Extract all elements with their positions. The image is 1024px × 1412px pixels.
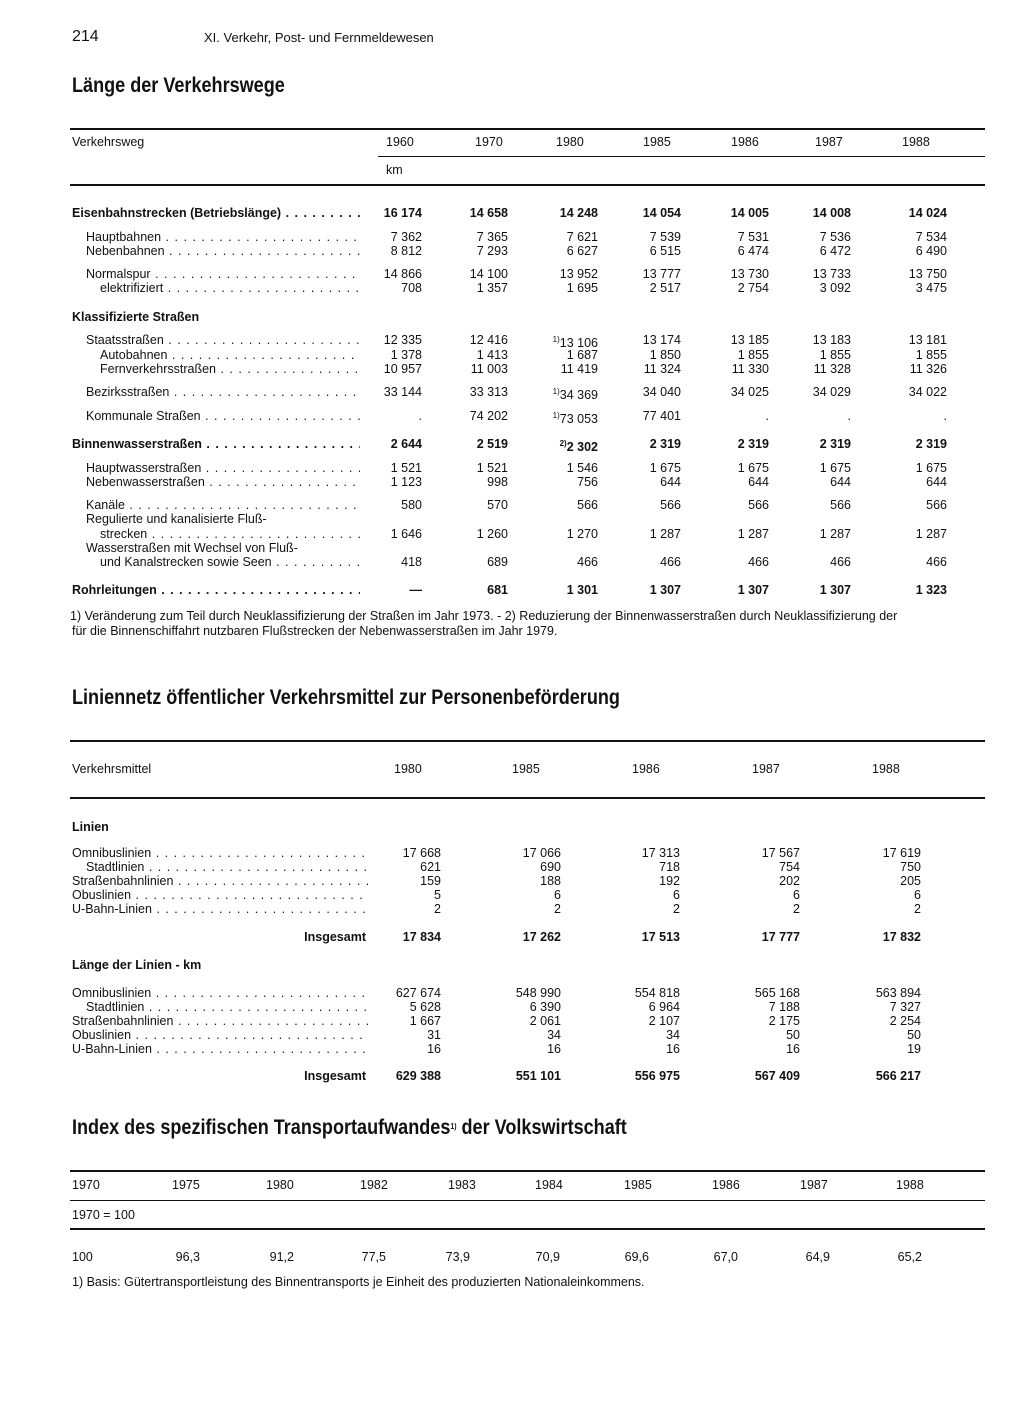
table1-cell: 13 174 bbox=[642, 333, 681, 347]
table3-value: 100 bbox=[72, 1250, 93, 1264]
table2-cell: 6 bbox=[554, 888, 561, 902]
table1-cell: 1 307 bbox=[819, 583, 851, 597]
table1-row-label: Regulierte und kanalisierte Fluß- bbox=[86, 512, 267, 526]
table2-cell: 2 bbox=[793, 902, 800, 916]
table1-cell: 6 490 bbox=[915, 244, 947, 258]
table1-row-label: Staatsstraßen . . . bbox=[86, 333, 360, 347]
table1-cell: . bbox=[765, 409, 769, 423]
table2-total-label: Insgesamt bbox=[304, 1069, 366, 1083]
table1-row-label: Rohrleitungen . . . bbox=[72, 583, 360, 597]
page-number: 214 bbox=[72, 28, 99, 45]
footnote-ref: 2) bbox=[559, 439, 567, 448]
table1-row-label: Autobahnen . . . bbox=[100, 348, 360, 362]
table2-cell: 205 bbox=[900, 874, 921, 888]
table1-cell: 7 365 bbox=[476, 230, 508, 244]
table1-cell: 1 378 bbox=[390, 348, 422, 362]
table1-cell: 34 025 bbox=[730, 385, 769, 399]
table1-year-1986: 1986 bbox=[731, 135, 759, 149]
table2-cell: 50 bbox=[907, 1028, 921, 1042]
table1-cell: 1 850 bbox=[649, 348, 681, 362]
table1-cell: 1 357 bbox=[476, 281, 508, 295]
table1-cell: 2 319 bbox=[737, 437, 769, 451]
table3-year-1984: 1984 bbox=[535, 1178, 563, 1192]
table2-cell: 5 628 bbox=[409, 1000, 441, 1014]
table3-year-1988: 1988 bbox=[896, 1178, 924, 1192]
table1-cell: 580 bbox=[401, 498, 422, 512]
table1-cell bbox=[518, 385, 598, 402]
table2-cell: 7 327 bbox=[889, 1000, 921, 1014]
table1-cell: 1 307 bbox=[737, 583, 769, 597]
table2-section-linien: Linien bbox=[72, 820, 109, 834]
table2-cell: 2 254 bbox=[889, 1014, 921, 1028]
table1-cell: 2 517 bbox=[649, 281, 681, 295]
table1-row-label: Wasserstraßen mit Wechsel von Fluß- bbox=[86, 541, 298, 555]
table1-footnote-1: 1) Veränderung zum Teil durch Neuklassifizierung der Straßen im Jahr 1973. - 2) Reduzierung der Binnenwasserstraßen durch Neuklassifizierung der bbox=[70, 609, 898, 623]
table1-cell: 14 008 bbox=[812, 206, 851, 220]
table1-cell: 644 bbox=[748, 475, 769, 489]
table1-cell: 13 733 bbox=[812, 267, 851, 281]
table1-cell: 1 675 bbox=[649, 461, 681, 475]
table2-total-cell: 567 409 bbox=[754, 1069, 800, 1083]
table1-section-label: Klassifizierte Straßen bbox=[72, 310, 200, 324]
table3-value: 65,2 bbox=[897, 1250, 922, 1264]
table1-cell: 1 687 bbox=[566, 348, 598, 362]
cell-value: 34 369 bbox=[559, 388, 598, 402]
table1-row-label: elektrifiziert . . . bbox=[100, 281, 360, 295]
table2-year-1988: 1988 bbox=[872, 762, 900, 776]
table1-cell: 13 185 bbox=[730, 333, 769, 347]
table1-year-1985: 1985 bbox=[643, 135, 671, 149]
table1-cell: 11 328 bbox=[813, 362, 851, 376]
table1-row-label: Binnenwasserstraßen . . . bbox=[72, 437, 360, 451]
table2-cell: 202 bbox=[779, 874, 800, 888]
table2-total-cell: 551 101 bbox=[515, 1069, 561, 1083]
table1-cell: 998 bbox=[487, 475, 508, 489]
table1-cell: 566 bbox=[660, 498, 681, 512]
table1-cell: 2 319 bbox=[649, 437, 681, 451]
table1-row-label: Nebenwasserstraßen . . . bbox=[86, 475, 360, 489]
table1-cell: 2 754 bbox=[737, 281, 769, 295]
cell-value: 73 053 bbox=[559, 412, 598, 426]
table1-cell: 6 472 bbox=[819, 244, 851, 258]
table1-cell: 14 100 bbox=[469, 267, 508, 281]
table2-cell: 627 674 bbox=[395, 986, 441, 1000]
table2-cell: 159 bbox=[420, 874, 441, 888]
table2-cell: 17 619 bbox=[882, 846, 921, 860]
table2-row-label: Obuslinien . . . bbox=[72, 1028, 368, 1042]
table1-cell: 1 675 bbox=[819, 461, 851, 475]
table3-value: 70,9 bbox=[535, 1250, 560, 1264]
table1-cell: 689 bbox=[487, 555, 508, 569]
table1-row-label-cont: strecken . . . bbox=[100, 527, 360, 541]
table1-row-label-cont: und Kanalstrecken sowie Seen . . . bbox=[100, 555, 360, 569]
table1-cell: 1 546 bbox=[566, 461, 598, 475]
table2-total-cell: 566 217 bbox=[875, 1069, 921, 1083]
table1-row-label: Hauptbahnen . . . bbox=[86, 230, 360, 244]
table2-cell: 7 188 bbox=[768, 1000, 800, 1014]
table1-cell: 1 521 bbox=[476, 461, 508, 475]
table1-cell: . bbox=[943, 409, 947, 423]
table1-cell: 6 474 bbox=[737, 244, 769, 258]
table1-cell: 33 313 bbox=[469, 385, 508, 399]
table1-cell: 1 260 bbox=[476, 527, 508, 541]
table2-total-label: Insgesamt bbox=[304, 930, 366, 944]
table1-column-head: Verkehrsweg bbox=[72, 135, 145, 149]
table2-year-1980: 1980 bbox=[394, 762, 422, 776]
table1-title: Länge der Verkehrswege bbox=[72, 74, 285, 97]
table3-top-rule bbox=[70, 1170, 985, 1172]
table1-cell: 1 123 bbox=[390, 475, 422, 489]
table2-cell: 754 bbox=[779, 860, 800, 874]
table1-cell: 14 024 bbox=[908, 206, 947, 220]
table2-cell: 690 bbox=[540, 860, 561, 874]
table1-cell: 1 855 bbox=[819, 348, 851, 362]
table2-total-cell: 17 832 bbox=[882, 930, 921, 944]
table2-cell: 192 bbox=[659, 874, 680, 888]
table1-cell: 1 323 bbox=[915, 583, 947, 597]
table2-cell: 6 390 bbox=[529, 1000, 561, 1014]
table1-cell: 14 658 bbox=[469, 206, 508, 220]
table1-year-1980: 1980 bbox=[556, 135, 584, 149]
table1-cell: 16 174 bbox=[383, 206, 422, 220]
table1-cell: 11 324 bbox=[643, 362, 681, 376]
table1-cell: 14 866 bbox=[383, 267, 422, 281]
table1-cell: 1 855 bbox=[915, 348, 947, 362]
table1-cell: 1 287 bbox=[915, 527, 947, 541]
table1-cell: 2 319 bbox=[915, 437, 947, 451]
table1-row-label: Eisenbahnstrecken (Betriebslänge) . . . bbox=[72, 206, 360, 220]
table1-cell: 3 092 bbox=[819, 281, 851, 295]
table1-cell: 14 248 bbox=[559, 206, 598, 220]
table1-cell: 13 181 bbox=[908, 333, 947, 347]
table3-value: 96,3 bbox=[175, 1250, 200, 1264]
table1-cell: 756 bbox=[577, 475, 598, 489]
table3-value: 64,9 bbox=[805, 1250, 830, 1264]
table1-cell: 1 287 bbox=[819, 527, 851, 541]
table1-cell: 681 bbox=[487, 583, 508, 597]
table3-title bbox=[72, 1116, 627, 1140]
cell-value: 2 302 bbox=[566, 440, 598, 454]
table1-cell: 566 bbox=[577, 498, 598, 512]
table2-cell: 2 061 bbox=[529, 1014, 561, 1028]
table2-year-1986: 1986 bbox=[632, 762, 660, 776]
table1-cell: 1 521 bbox=[390, 461, 422, 475]
table1-cell: 7 621 bbox=[566, 230, 598, 244]
table2-cell: 2 bbox=[434, 902, 441, 916]
table2-cell: 17 567 bbox=[761, 846, 800, 860]
footnote-ref: 1) bbox=[552, 411, 560, 420]
table2-cell: 16 bbox=[547, 1042, 561, 1056]
table2-cell: 50 bbox=[786, 1028, 800, 1042]
table2-row-label: Stadtlinien . . . bbox=[86, 860, 368, 874]
table2-cell: 17 313 bbox=[641, 846, 680, 860]
table1-cell: 466 bbox=[748, 555, 769, 569]
table2-row-label: Obuslinien . . . bbox=[72, 888, 368, 902]
table3-title-text: Index des spezifischen Transportaufwandes bbox=[72, 1116, 451, 1139]
table2-cell: 2 bbox=[554, 902, 561, 916]
table1-cell: 6 627 bbox=[566, 244, 598, 258]
table2-top-rule bbox=[70, 740, 985, 742]
table1-cell: 11 330 bbox=[731, 362, 769, 376]
table1-cell: 8 812 bbox=[390, 244, 422, 258]
table1-cell: 74 202 bbox=[469, 409, 508, 423]
table2-cell: 2 175 bbox=[768, 1014, 800, 1028]
table1-cell: 34 022 bbox=[908, 385, 947, 399]
table1-cell: 708 bbox=[401, 281, 422, 295]
table2-cell: 6 bbox=[673, 888, 680, 902]
table1-row-label: Hauptwasserstraßen . . . bbox=[86, 461, 360, 475]
table1-cell: 644 bbox=[830, 475, 851, 489]
table2-cell: 750 bbox=[900, 860, 921, 874]
table1-cell: 33 144 bbox=[383, 385, 422, 399]
table3-footnote: 1) Basis: Gütertransportleistung des Binnentransports je Einheit des produzierten Nationaleinkommens. bbox=[72, 1275, 645, 1289]
table1-cell: 570 bbox=[487, 498, 508, 512]
table2-total-cell: 556 975 bbox=[634, 1069, 680, 1083]
table2-row-label: Straßenbahnlinien . . . bbox=[72, 1014, 368, 1028]
table2-cell: 563 894 bbox=[875, 986, 921, 1000]
table2-row-label: Omnibuslinien . . . bbox=[72, 986, 368, 1000]
table3-year-1985: 1985 bbox=[624, 1178, 652, 1192]
table1-cell: 34 040 bbox=[642, 385, 681, 399]
table1-year-1960: 1960 bbox=[386, 135, 414, 149]
table1-cell: 1 301 bbox=[566, 583, 598, 597]
table2-cell: 565 168 bbox=[754, 986, 800, 1000]
table2-row-label: U-Bahn-Linien . . . bbox=[72, 902, 368, 916]
table2-header-bottom-rule bbox=[70, 797, 985, 799]
table1-cell: 466 bbox=[830, 555, 851, 569]
table2-total-cell: 17 777 bbox=[761, 930, 800, 944]
table3-value: 91,2 bbox=[269, 1250, 294, 1264]
table1-cell: 11 326 bbox=[909, 362, 947, 376]
table1-cell: 6 515 bbox=[649, 244, 681, 258]
table1-row-label: Kanäle . . . bbox=[86, 498, 360, 512]
table1-cell: 1 855 bbox=[737, 348, 769, 362]
table2-cell: 16 bbox=[786, 1042, 800, 1056]
table1-cell: 1 675 bbox=[737, 461, 769, 475]
table2-cell: 188 bbox=[540, 874, 561, 888]
table1-cell: 34 029 bbox=[812, 385, 851, 399]
table3-year-1987: 1987 bbox=[800, 1178, 828, 1192]
table1-cell: 13 750 bbox=[908, 267, 947, 281]
table1-cell: 13 183 bbox=[812, 333, 851, 347]
table1-cell: 11 419 bbox=[560, 362, 598, 376]
table1-cell: 13 730 bbox=[730, 267, 769, 281]
table2-cell: 6 bbox=[793, 888, 800, 902]
table1-cell: 566 bbox=[748, 498, 769, 512]
table2-section-laenge: Länge der Linien - km bbox=[72, 958, 202, 972]
table1-year-1987: 1987 bbox=[815, 135, 843, 149]
table1-cell: 14 005 bbox=[730, 206, 769, 220]
table1-row-label: Normalspur . . . bbox=[86, 267, 360, 281]
table2-cell: 2 bbox=[673, 902, 680, 916]
table1-cell: 7 539 bbox=[649, 230, 681, 244]
table1-cell: 7 293 bbox=[476, 244, 508, 258]
table1-row-label: Nebenbahnen . . . bbox=[86, 244, 360, 258]
table2-row-label: Straßenbahnlinien . . . bbox=[72, 874, 368, 888]
table3-year-rule bbox=[70, 1200, 985, 1201]
table2-title: Liniennetz öffentlicher Verkehrsmittel zur Personenbeförderung bbox=[72, 686, 620, 709]
table1-cell: — bbox=[409, 583, 422, 597]
table3-year-1975: 1975 bbox=[172, 1178, 200, 1192]
table1-cell: 566 bbox=[830, 498, 851, 512]
table1-cell: 644 bbox=[926, 475, 947, 489]
cell-value: 13 106 bbox=[559, 336, 598, 350]
table2-column-head: Verkehrsmittel bbox=[72, 762, 152, 776]
table1-cell: 466 bbox=[926, 555, 947, 569]
table1-cell: 14 054 bbox=[642, 206, 681, 220]
table1-cell: 2 319 bbox=[819, 437, 851, 451]
table1-cell: . bbox=[418, 409, 422, 423]
table3-title-end: der Volkswirtschaft bbox=[461, 1116, 627, 1139]
table1-cell: 13 952 bbox=[559, 267, 598, 281]
table1-row-label: Bezirksstraßen . . . bbox=[86, 385, 360, 399]
table1-cell: 10 957 bbox=[383, 362, 422, 376]
table2-cell: 6 bbox=[914, 888, 921, 902]
table2-total-cell: 17 834 bbox=[402, 930, 441, 944]
table1-cell: 418 bbox=[401, 555, 422, 569]
table2-total-cell: 629 388 bbox=[395, 1069, 441, 1083]
table3-header-bottom-rule bbox=[70, 1228, 985, 1230]
table1-cell bbox=[518, 437, 598, 454]
table1-cell: 2 519 bbox=[476, 437, 508, 451]
table1-cell: 12 335 bbox=[383, 333, 422, 347]
table3-year-1983: 1983 bbox=[448, 1178, 476, 1192]
table1-cell: 644 bbox=[660, 475, 681, 489]
table2-total-cell: 17 262 bbox=[522, 930, 561, 944]
table2-row-label: U-Bahn-Linien . . . bbox=[72, 1042, 368, 1056]
footnote-ref: 1) bbox=[552, 387, 560, 396]
table2-cell: 6 964 bbox=[648, 1000, 680, 1014]
table3-value: 77,5 bbox=[361, 1250, 386, 1264]
table1-header-bottom-rule bbox=[70, 184, 985, 186]
table2-row-label: Stadtlinien . . . bbox=[86, 1000, 368, 1014]
table1-cell: 2 644 bbox=[390, 437, 422, 451]
table1-cell: 566 bbox=[926, 498, 947, 512]
table3-year-1982: 1982 bbox=[360, 1178, 388, 1192]
table1-cell: 1 307 bbox=[649, 583, 681, 597]
table1-year-rule bbox=[378, 156, 985, 157]
table1-cell: . bbox=[847, 409, 851, 423]
table2-cell: 16 bbox=[427, 1042, 441, 1056]
table1-cell: 1 675 bbox=[915, 461, 947, 475]
table1-cell bbox=[518, 409, 598, 426]
running-header: XI. Verkehr, Post- und Fernmeldewesen bbox=[204, 30, 434, 45]
table3-title-footnote-ref: 1) bbox=[450, 1122, 457, 1131]
table2-cell: 718 bbox=[659, 860, 680, 874]
table2-cell: 548 990 bbox=[515, 986, 561, 1000]
table1-cell: 11 003 bbox=[470, 362, 508, 376]
table2-cell: 621 bbox=[420, 860, 441, 874]
table2-total-cell: 17 513 bbox=[641, 930, 680, 944]
table1-cell: 77 401 bbox=[642, 409, 681, 423]
table1-cell: 12 416 bbox=[469, 333, 508, 347]
table1-cell: 1 646 bbox=[390, 527, 422, 541]
table1-year-1970: 1970 bbox=[475, 135, 503, 149]
table2-cell: 16 bbox=[666, 1042, 680, 1056]
table2-cell: 19 bbox=[907, 1042, 921, 1056]
table1-cell: 3 475 bbox=[915, 281, 947, 295]
table3-base: 1970 = 100 bbox=[72, 1208, 135, 1222]
table2-cell: 2 bbox=[914, 902, 921, 916]
table3-year-1970: 1970 bbox=[72, 1178, 100, 1192]
table2-cell: 17 668 bbox=[402, 846, 441, 860]
table3-value: 73,9 bbox=[445, 1250, 470, 1264]
table2-year-1985: 1985 bbox=[512, 762, 540, 776]
table1-row-label: Kommunale Straßen . . . bbox=[86, 409, 360, 423]
table1-cell: 7 531 bbox=[737, 230, 769, 244]
table1-top-rule bbox=[70, 128, 985, 130]
table1-row-label: Fernverkehrsstraßen . . . bbox=[100, 362, 360, 376]
table1-footnote-2: für die Binnenschiffahrt nutzbaren Flußstrecken der Nebenwasserstraßen im Jahr 1979. bbox=[72, 624, 558, 638]
table2-cell: 554 818 bbox=[634, 986, 680, 1000]
table1-cell: 1 270 bbox=[566, 527, 598, 541]
table2-year-1987: 1987 bbox=[752, 762, 780, 776]
table1-year-1988: 1988 bbox=[902, 135, 930, 149]
table2-cell: 31 bbox=[427, 1028, 441, 1042]
table2-cell: 1 667 bbox=[409, 1014, 441, 1028]
table1-unit: km bbox=[386, 163, 403, 177]
table3-year-1980: 1980 bbox=[266, 1178, 294, 1192]
table1-cell: 1 695 bbox=[566, 281, 598, 295]
table2-cell: 17 066 bbox=[522, 846, 561, 860]
table3-year-1986: 1986 bbox=[712, 1178, 740, 1192]
table2-cell: 5 bbox=[434, 888, 441, 902]
table1-cell: 466 bbox=[577, 555, 598, 569]
table1-cell: 1 287 bbox=[737, 527, 769, 541]
table1-cell: 13 777 bbox=[642, 267, 681, 281]
table3-value: 67,0 bbox=[713, 1250, 738, 1264]
table2-row-label: Omnibuslinien . . . bbox=[72, 846, 368, 860]
table1-cell: 7 534 bbox=[915, 230, 947, 244]
table2-cell: 2 107 bbox=[648, 1014, 680, 1028]
table1-cell: 466 bbox=[660, 555, 681, 569]
table1-cell: 1 287 bbox=[649, 527, 681, 541]
table2-cell: 34 bbox=[547, 1028, 561, 1042]
table3-value: 69,6 bbox=[624, 1250, 649, 1264]
table1-cell: 7 362 bbox=[390, 230, 422, 244]
footnote-ref: 1) bbox=[552, 335, 560, 344]
table1-cell: 7 536 bbox=[819, 230, 851, 244]
table2-cell: 34 bbox=[666, 1028, 680, 1042]
table1-cell: 1 413 bbox=[476, 348, 508, 362]
